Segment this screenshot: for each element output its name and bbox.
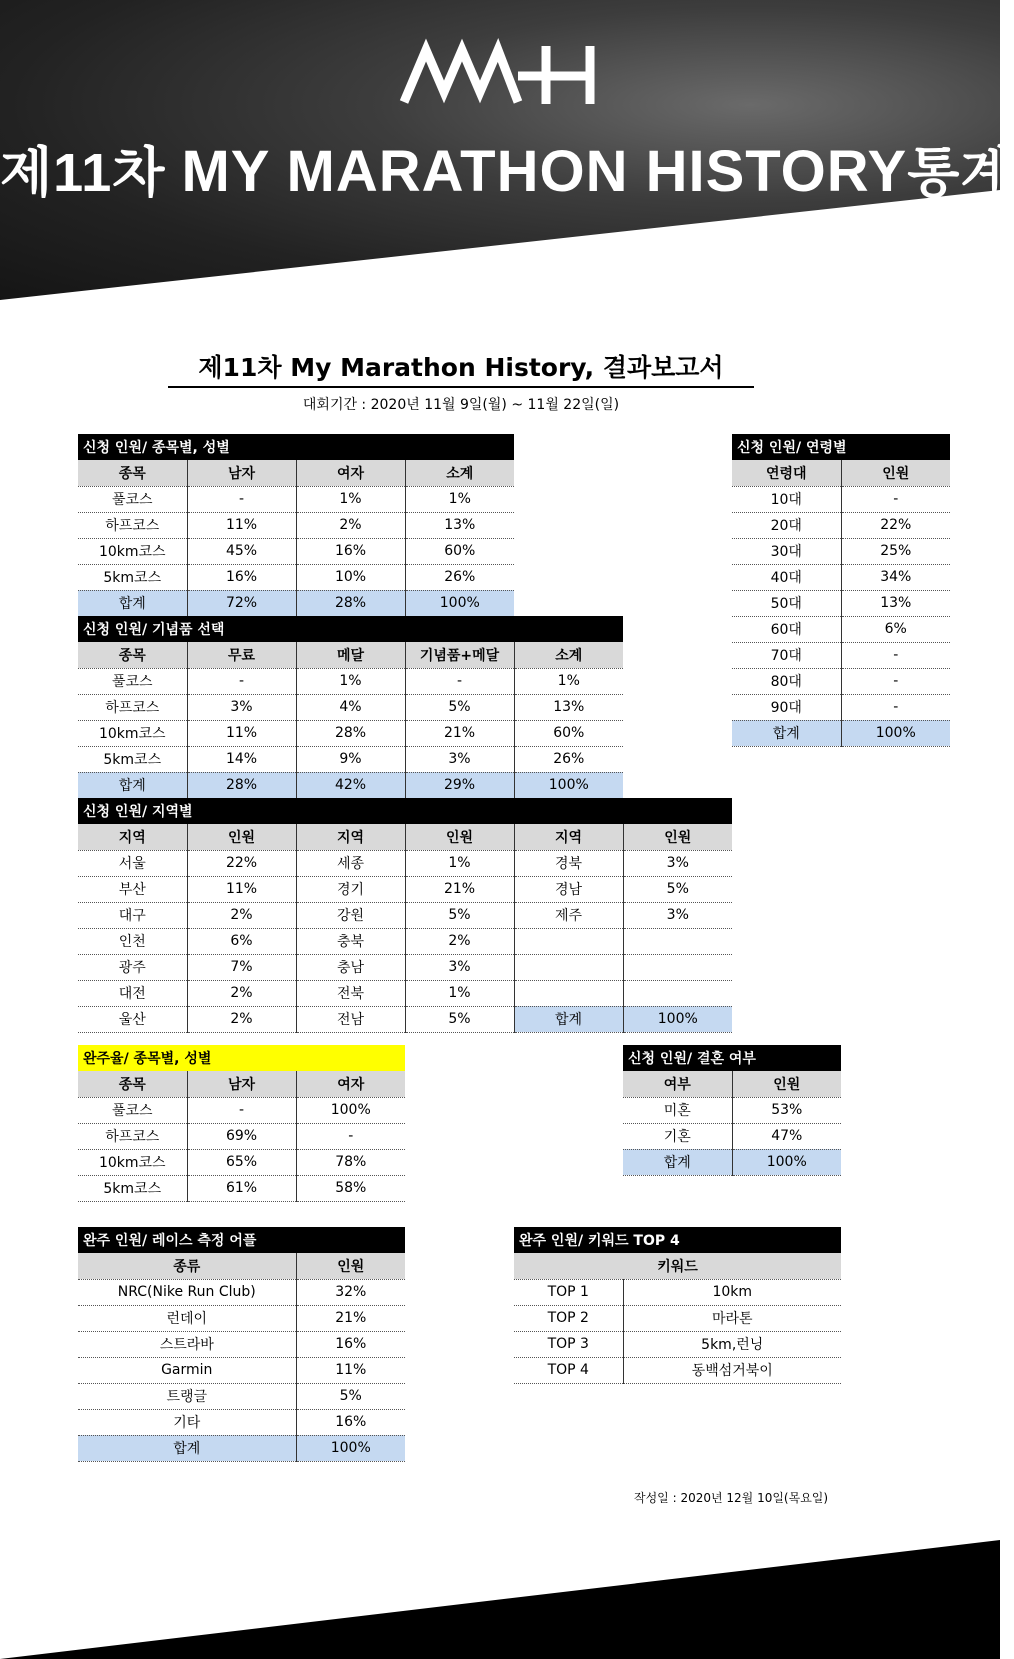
gender-table [78, 434, 514, 617]
table-row [78, 1149, 405, 1175]
table-cell: - [841, 668, 950, 694]
table-cell: 22% [187, 850, 296, 876]
table-cell: 2% [187, 902, 296, 928]
table-cell: 11% [296, 1357, 405, 1383]
table-cell: 65% [187, 1149, 296, 1175]
table-cell: 14% [187, 746, 296, 772]
table-cell: 58% [296, 1175, 405, 1201]
table-cell: 1% [405, 980, 514, 1006]
table-row [78, 928, 732, 954]
table-cell: 대전 [78, 980, 187, 1006]
table-cell: 2% [405, 928, 514, 954]
table-row [78, 902, 732, 928]
table-cell: 26% [514, 746, 623, 772]
table-cell: 4% [296, 694, 405, 720]
column-header: 종목 [78, 460, 187, 486]
table-cell: 런데이 [78, 1305, 296, 1331]
keyword-table [514, 1227, 841, 1384]
table-cell: 제주 [514, 902, 623, 928]
column-header: 인원 [841, 460, 950, 486]
table-header-row [78, 1253, 405, 1279]
table-row [78, 538, 514, 564]
table-row [78, 1383, 405, 1409]
table-cell: 28% [296, 720, 405, 746]
table-row [623, 1123, 841, 1149]
table-cell: 광주 [78, 954, 187, 980]
table-cell: 90대 [732, 694, 841, 720]
table-row [732, 538, 950, 564]
table-cell [514, 928, 623, 954]
table-cell: 하프코스 [78, 1123, 187, 1149]
table-cell: 5% [405, 694, 514, 720]
table-cell: 42% [296, 772, 405, 798]
table-cell: 2% [296, 512, 405, 538]
table-row [78, 980, 732, 1006]
table-cell: 5km,런닝 [623, 1331, 841, 1357]
table-cell: TOP 4 [514, 1357, 623, 1383]
table-cell: 10% [296, 564, 405, 590]
table-row [514, 1331, 841, 1357]
column-header: 지역 [78, 824, 187, 850]
completion-table-title: 완주율/ 종목별, 성별 [78, 1045, 405, 1071]
table-cell: 7% [187, 954, 296, 980]
table-cell: 10대 [732, 486, 841, 512]
table-cell: 풀코스 [78, 1097, 187, 1123]
table-cell: 69% [187, 1123, 296, 1149]
region-table [78, 798, 732, 1033]
column-header: 연령대 [732, 460, 841, 486]
table-cell: 21% [405, 876, 514, 902]
table-cell: - [405, 668, 514, 694]
mmh-logo [0, 42, 1000, 106]
table-cell: 100% [296, 1435, 405, 1461]
table-cell: 기타 [78, 1409, 296, 1435]
table-row [732, 642, 950, 668]
completion-table [78, 1045, 405, 1202]
table-cell: 11% [187, 512, 296, 538]
table-row [78, 668, 623, 694]
table-cell: 10km코스 [78, 720, 187, 746]
table-cell: 13% [514, 694, 623, 720]
table-cell: 3% [187, 694, 296, 720]
table-row [514, 1357, 841, 1383]
table-row [78, 1097, 405, 1123]
table-cell: 미혼 [623, 1097, 732, 1123]
column-header: 여부 [623, 1071, 732, 1097]
table-cell: TOP 2 [514, 1305, 623, 1331]
table-cell: 1% [405, 486, 514, 512]
table-cell: 1% [296, 668, 405, 694]
table-cell: 72% [187, 590, 296, 616]
table-cell: 5km코스 [78, 564, 187, 590]
table-row [78, 1279, 405, 1305]
report-title: 제11차 My Marathon History, 결과보고서 [168, 348, 754, 388]
table-cell: 30대 [732, 538, 841, 564]
table-cell: 전남 [296, 1006, 405, 1032]
table-cell: 6% [187, 928, 296, 954]
table-cell: - [841, 486, 950, 512]
table-cell: 80대 [732, 668, 841, 694]
table-cell: 인천 [78, 928, 187, 954]
table-cell: 26% [405, 564, 514, 590]
table-cell: 100% [732, 1149, 841, 1175]
table-cell: 대구 [78, 902, 187, 928]
column-header: 지역 [296, 824, 405, 850]
hero-title [0, 130, 1014, 207]
total-row [78, 772, 623, 798]
footer-date: 작성일 : 2020년 12월 10일(목요일) [634, 1491, 829, 1505]
table-row [78, 1409, 405, 1435]
table-cell: 10km코스 [78, 1149, 187, 1175]
table-cell: 60% [405, 538, 514, 564]
table-cell: 21% [296, 1305, 405, 1331]
table-header-row [78, 824, 732, 850]
column-header: 소계 [514, 642, 623, 668]
table-cell: 경북 [514, 850, 623, 876]
table-cell: Garmin [78, 1357, 296, 1383]
table-header-row [78, 642, 623, 668]
gender-table-title: 신청 인원/ 종목별, 성별 [78, 434, 514, 460]
table-row [78, 1331, 405, 1357]
table-row [78, 1123, 405, 1149]
column-header: 종류 [78, 1253, 296, 1279]
column-header: 종목 [78, 642, 187, 668]
table-cell: 합계 [623, 1149, 732, 1175]
table-cell: 합계 [514, 1006, 623, 1032]
column-header: 무료 [187, 642, 296, 668]
hero-title-main: MY MARATHON HISTORY [181, 139, 908, 204]
table-cell: 경남 [514, 876, 623, 902]
table-cell: 100% [841, 720, 950, 746]
table-cell: 3% [405, 954, 514, 980]
mmh-logo-icon [400, 42, 600, 106]
hero-header [0, 0, 1014, 300]
keyword-table-title: 완주 인원/ 키워드 TOP 4 [514, 1227, 841, 1253]
table-cell: 16% [296, 1331, 405, 1357]
table-row [78, 1305, 405, 1331]
table-cell: 20대 [732, 512, 841, 538]
region-table-title: 신청 인원/ 지역별 [78, 798, 732, 824]
table-cell: 세종 [296, 850, 405, 876]
table-cell: 40대 [732, 564, 841, 590]
table-row [78, 486, 514, 512]
table-cell: 10km코스 [78, 538, 187, 564]
table-cell: 50대 [732, 590, 841, 616]
table-row [514, 1279, 841, 1305]
table-row [732, 694, 950, 720]
table-row [732, 590, 950, 616]
table-cell [514, 980, 623, 1006]
table-row [78, 876, 732, 902]
table-cell: 5% [623, 876, 732, 902]
table-cell: 경기 [296, 876, 405, 902]
table-cell: 기혼 [623, 1123, 732, 1149]
table-header-row [514, 1253, 841, 1279]
table-cell: - [187, 1097, 296, 1123]
column-header: 종목 [78, 1071, 187, 1097]
table-cell [514, 954, 623, 980]
table-cell: 78% [296, 1149, 405, 1175]
app-table [78, 1227, 405, 1462]
table-cell: 11% [187, 876, 296, 902]
column-header: 여자 [296, 1071, 405, 1097]
souvenir-table [78, 616, 623, 799]
table-header-row [78, 1071, 405, 1097]
table-cell: 합계 [732, 720, 841, 746]
table-row [514, 1305, 841, 1331]
table-cell: 28% [296, 590, 405, 616]
table-row [78, 720, 623, 746]
total-row [78, 590, 514, 616]
table-cell [623, 928, 732, 954]
table-cell: 트랭글 [78, 1383, 296, 1409]
marriage-table-title: 신청 인원/ 결혼 여부 [623, 1045, 841, 1071]
table-cell: 스트라바 [78, 1331, 296, 1357]
app-table-title: 완주 인원/ 레이스 측정 어플 [78, 1227, 405, 1253]
table-row [732, 564, 950, 590]
total-row [732, 720, 950, 746]
table-cell [623, 980, 732, 1006]
table-cell: 마라톤 [623, 1305, 841, 1331]
table-cell: 3% [623, 902, 732, 928]
table-header-row [78, 460, 514, 486]
table-cell: - [841, 694, 950, 720]
table-cell: 22% [841, 512, 950, 538]
marriage-table [623, 1045, 841, 1176]
table-cell: 울산 [78, 1006, 187, 1032]
table-cell: 10km [623, 1279, 841, 1305]
table-header-row [732, 460, 950, 486]
table-cell: 34% [841, 564, 950, 590]
table-cell: 28% [187, 772, 296, 798]
table-row [78, 564, 514, 590]
table-cell: 하프코스 [78, 694, 187, 720]
table-cell: 60% [514, 720, 623, 746]
column-header: 키워드 [514, 1253, 841, 1279]
column-header: 지역 [514, 824, 623, 850]
table-row [623, 1097, 841, 1123]
table-cell: 13% [841, 590, 950, 616]
table-cell: 5% [296, 1383, 405, 1409]
table-cell: 9% [296, 746, 405, 772]
table-row [732, 486, 950, 512]
table-cell: 13% [405, 512, 514, 538]
column-header: 인원 [405, 824, 514, 850]
table-row [732, 512, 950, 538]
table-cell: 충북 [296, 928, 405, 954]
table-row [78, 1357, 405, 1383]
table-cell: 부산 [78, 876, 187, 902]
table-cell: 100% [623, 1006, 732, 1032]
table-cell: NRC(Nike Run Club) [78, 1279, 296, 1305]
table-cell: 전북 [296, 980, 405, 1006]
column-header: 여자 [296, 460, 405, 486]
table-cell: 16% [296, 1409, 405, 1435]
table-cell: 5km코스 [78, 746, 187, 772]
column-header: 기념품+메달 [405, 642, 514, 668]
table-cell: 70대 [732, 642, 841, 668]
total-row [623, 1149, 841, 1175]
table-cell: 100% [296, 1097, 405, 1123]
table-cell [623, 954, 732, 980]
table-row [732, 668, 950, 694]
table-cell: 1% [514, 668, 623, 694]
table-cell: 풀코스 [78, 668, 187, 694]
table-row [78, 850, 732, 876]
age-table [732, 434, 950, 747]
column-header: 남자 [187, 1071, 296, 1097]
table-row [78, 954, 732, 980]
table-cell: 60대 [732, 616, 841, 642]
table-header-row [623, 1071, 841, 1097]
table-cell: 25% [841, 538, 950, 564]
table-cell: 1% [405, 850, 514, 876]
table-cell: 풀코스 [78, 486, 187, 512]
age-table-title: 신청 인원/ 연령별 [732, 434, 950, 460]
column-header: 메달 [296, 642, 405, 668]
table-row [732, 616, 950, 642]
table-cell: 100% [514, 772, 623, 798]
table-cell: 3% [623, 850, 732, 876]
table-cell: 100% [405, 590, 514, 616]
table-cell: 동백섬거북이 [623, 1357, 841, 1383]
table-cell: 61% [187, 1175, 296, 1201]
table-cell: TOP 1 [514, 1279, 623, 1305]
table-cell: 32% [296, 1279, 405, 1305]
table-cell: 6% [841, 616, 950, 642]
table-row [78, 746, 623, 772]
column-header: 남자 [187, 460, 296, 486]
table-cell: 45% [187, 538, 296, 564]
table-row [78, 1006, 732, 1032]
table-cell: 5km코스 [78, 1175, 187, 1201]
column-header: 인원 [623, 824, 732, 850]
table-cell: 합계 [78, 772, 187, 798]
table-cell: 11% [187, 720, 296, 746]
report-period: 대회기간 : 2020년 11월 9일(월) ~ 11월 22일(일) [302, 397, 620, 413]
table-cell: TOP 3 [514, 1331, 623, 1357]
table-cell: 하프코스 [78, 512, 187, 538]
table-cell: 21% [405, 720, 514, 746]
table-cell: - [296, 1123, 405, 1149]
table-cell: 강원 [296, 902, 405, 928]
table-cell: 53% [732, 1097, 841, 1123]
table-cell: 29% [405, 772, 514, 798]
column-header: 소계 [405, 460, 514, 486]
table-cell: 16% [296, 538, 405, 564]
hero-title-prefix: 제11차 [0, 143, 166, 203]
table-cell: - [841, 642, 950, 668]
table-cell: 16% [187, 564, 296, 590]
table-row [78, 694, 623, 720]
table-cell: 1% [296, 486, 405, 512]
total-row [78, 1435, 405, 1461]
table-cell: 5% [405, 902, 514, 928]
table-cell: 합계 [78, 1435, 296, 1461]
column-header: 인원 [187, 824, 296, 850]
table-cell: - [187, 668, 296, 694]
table-cell: 3% [405, 746, 514, 772]
table-row [78, 512, 514, 538]
souvenir-table-title: 신청 인원/ 기념품 선택 [78, 616, 623, 642]
table-cell: 5% [405, 1006, 514, 1032]
table-cell: 47% [732, 1123, 841, 1149]
column-header: 인원 [296, 1253, 405, 1279]
bottom-diagonal-band [0, 1540, 1000, 1659]
table-row [78, 1175, 405, 1201]
table-cell: - [187, 486, 296, 512]
table-cell: 충남 [296, 954, 405, 980]
hero-title-suffix: 통계 [907, 143, 1014, 203]
table-cell: 합계 [78, 590, 187, 616]
column-header: 인원 [732, 1071, 841, 1097]
table-cell: 2% [187, 1006, 296, 1032]
table-cell: 2% [187, 980, 296, 1006]
table-cell: 서울 [78, 850, 187, 876]
